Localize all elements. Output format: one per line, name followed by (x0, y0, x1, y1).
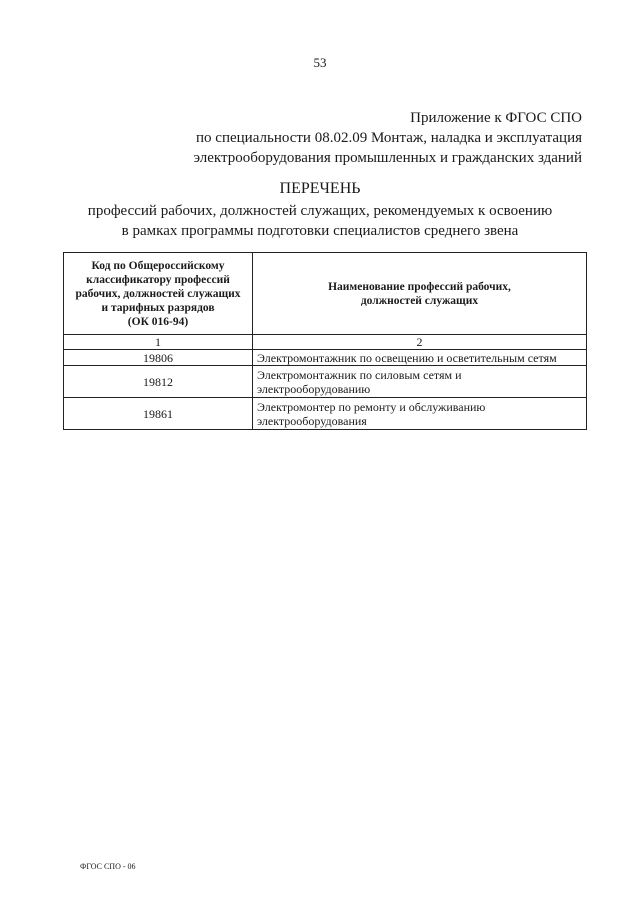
document-subtitle (0, 201, 640, 241)
row-code: 19812 (64, 366, 253, 398)
header-code-line: и тарифных разрядов (101, 301, 215, 314)
row-name-line: электрооборудования (257, 413, 367, 428)
row-name-line: электрооборудованию (257, 381, 371, 396)
header-code-line: (ОК 016-94) (127, 315, 189, 328)
row-code: 19806 (64, 350, 253, 366)
appendix-line-1: Приложение к ФГОС СПО (410, 110, 582, 126)
header-code-line: классификатору профессий (86, 273, 230, 286)
row-name-line: Электромонтер по ремонту и обслуживанию (257, 399, 486, 414)
table-row (64, 366, 587, 398)
professions-table (63, 252, 587, 430)
header-code-line: рабочих, должностей служащих (75, 287, 241, 300)
document-title: ПЕРЕЧЕНЬ (279, 180, 361, 197)
row-code: 19861 (64, 398, 253, 430)
table-row (64, 350, 587, 366)
row-name-line: Электромонтажник по освещению и осветительным сетям (257, 350, 557, 365)
header-code (64, 253, 253, 335)
table-header-row (64, 253, 587, 335)
table-row (64, 398, 587, 430)
row-name (253, 398, 587, 430)
page-number: 53 (313, 55, 327, 70)
column-number: 2 (253, 335, 587, 350)
row-name (253, 350, 587, 366)
row-name (253, 366, 587, 398)
header-name (253, 253, 587, 335)
column-number: 1 (64, 335, 253, 350)
header-code-line: Код по Общероссийскому (91, 259, 225, 272)
header-name-line: должностей служащих (360, 294, 479, 307)
appendix-block (194, 108, 582, 168)
subtitle-line-1: профессий рабочих, должностей служащих, рекомендуемых к освоению (87, 203, 553, 219)
footer-code: ФГОС СПО - 06 (80, 862, 136, 871)
appendix-line-2: по специальности 08.02.09 Монтаж, наладка и эксплуатация (196, 130, 582, 146)
subtitle-line-2: в рамках программы подготовки специалистов среднего звена (121, 223, 519, 239)
row-name-line: Электромонтажник по силовым сетям и (257, 367, 462, 382)
header-name-line: Наименование профессий рабочих, (328, 280, 511, 293)
column-number-row (64, 335, 587, 350)
appendix-line-3: электрооборудования промышленных и гражданских зданий (193, 150, 582, 166)
